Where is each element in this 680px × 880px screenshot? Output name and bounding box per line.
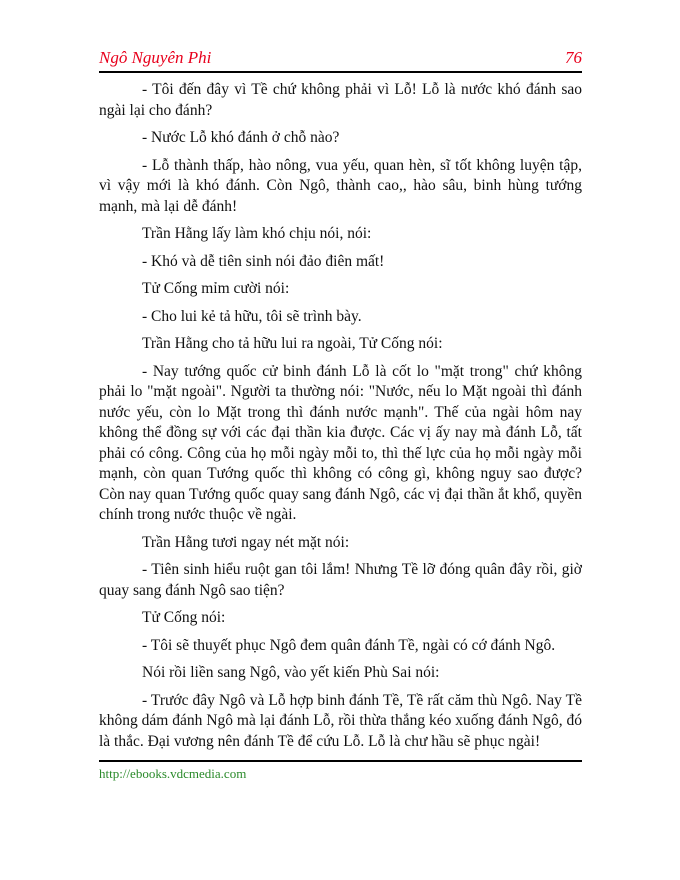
- body-text: [99, 80, 582, 752]
- author-title: Ngô Nguyên Phi: [99, 48, 212, 67]
- paragraph: Tử Cống nói:: [142, 609, 226, 626]
- footer-divider: [99, 760, 582, 762]
- paragraph: - Cho lui kẻ tả hữu, tôi sẽ trình bày.: [142, 307, 362, 325]
- paragraph: Trần Hằng cho tả hữu lui ra ngoài, Tử Cống nói:: [142, 335, 443, 352]
- paragraph: - Nay tướng quốc cử binh đánh Lỗ là cốt lo "mặt trong" chứ không phải lo "mặt ngoài". Người ta thường nói: "Nước, nếu lo Mặt ngoài thì đánh nước yếu, còn lo Mặt trong thì đánh nước mạnh". Thế của ngài hôm nay không thể đồng sự với các đại thần kia được. Các vị ấy nay mà đánh Lỗ, tất phải có công. Công của họ mỗi ngày mỗi to, thì thế lực của họ mỗi ngày mỗi mạnh, còn quan Tướng quốc thì không có công gì, không nguy sao được? Còn nay quan Tướng quốc quay sang đánh Ngô, các vị đại thần ắt khổ, quyền chính trong nước thuộc về ngài.: [99, 362, 582, 523]
- paragraph: Trần Hằng lấy làm khó chịu nói, nói:: [142, 225, 372, 242]
- paragraph: - Lỗ thành thấp, hào nông, vua yếu, quan hèn, sĩ tốt không luyện tập, vì vậy mới là khó đánh. Còn Ngô, thành cao,, hào sâu, binh hùng tướng mạnh, mà lại dễ đánh!: [99, 156, 582, 215]
- page-footer: [99, 760, 582, 802]
- footer-website-link[interactable]: http://ebooks.vdcmedia.com: [99, 766, 247, 781]
- paragraph: - Tiên sinh hiểu ruột gan tôi lắm! Nhưng Tề lỡ đóng quân đây rồi, giờ quay sang đánh Ngô sao tiện?: [99, 561, 582, 599]
- paragraph: - Tôi đến đây vì Tề chứ không phải vì Lỗ! Lỗ là nước khó đánh sao ngài lại cho đánh?: [99, 81, 582, 119]
- paragraph: - Tôi sẽ thuyết phục Ngô đem quân đánh Tề, ngài có cớ đánh Ngô.: [142, 636, 556, 654]
- paragraph: - Trước đây Ngô và Lỗ hợp binh đánh Tề, Tề rất căm thù Ngô. Nay Tề không dám đánh Ngô mà lại đánh Lỗ, rồi thừa thắng kéo xuống đánh Ngô, đó là thắc. Đại vương nên đánh Tề để cứu Lỗ. Lỗ là chư hầu sẽ phục ngài!: [99, 691, 582, 750]
- page-number: 76: [565, 48, 582, 67]
- paragraph: Tử Cống mỉm cười nói:: [142, 280, 290, 297]
- paragraph: - Nước Lỗ khó đánh ở chỗ nào?: [142, 129, 340, 146]
- paragraph: Trần Hằng tươi ngay nét mặt nói:: [142, 533, 350, 551]
- paragraph: Nói rồi liền sang Ngô, vào yết kiến Phù Sai nói:: [142, 664, 440, 681]
- paragraph: - Khó và dễ tiên sinh nói đảo điên mất!: [142, 252, 385, 270]
